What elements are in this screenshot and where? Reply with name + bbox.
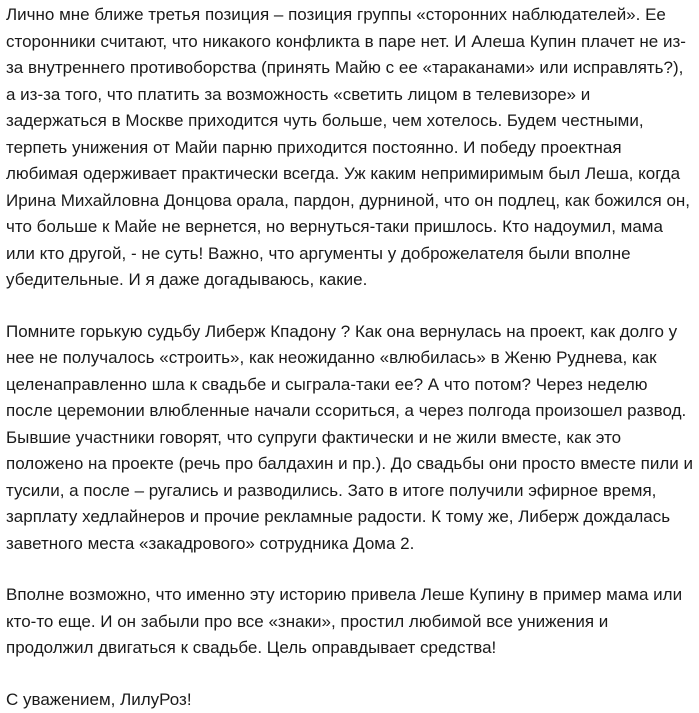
paragraph-conclusion: Вполне возможно, что именно эту историю привела Леше Купину в пример мама или кто-то еще. И он забыли про все «знаки», простил любимой все унижения и продолжил двигаться к свадьбе. Цель оправдывает средства! (6, 582, 693, 662)
signature: С уважением, ЛилуРоз! (6, 687, 693, 713)
paragraph-liberzh-story: Помните горькую судьбу Либерж Кпадону ? Как она вернулась на проект, как долго у нее не получалось «строить», как неожиданно «влюбилась» в Женю Руднева, как целенаправленно шла к свадьбе и сыграла-таки ее? А что потом? Через неделю после церемонии влюбленные начали ссориться, а через полгода произошел развод. Бывшие участники говорят, что супруги фактически и не жили вместе, как это положено на проекте (речь про балдахин и пр.). До свадьбы они просто вместе пили и тусили, а после – ругались и разводились. Зато в итоге получили эфирное время, зарплату хедлайнеров и прочие рекламные радости. К тому же, Либерж дождалась заветного места «закадрового» сотрудника Дома 2. (6, 319, 693, 558)
paragraph-opinion: Лично мне ближе третья позиция – позиция группы «сторонних наблюдателей». Ее сторонники считают, что никакого конфликта в паре нет. И Алеша Купин плачет не из-за внутреннего противоборства (принять Майю с ее «тараканами» или исправлять?), а из-за того, что платить за возможность «светить лицом в телевизоре» и задержаться в Москве приходится чуть больше, чем хотелось. Будем честными, терпеть унижения от Майи парню приходится постоянно. И победу проектная любимая одерживает практически всегда. Уж каким непримиримым был Леша, когда Ирина Михайловна Донцова орала, пардон, дурниной, что он подлец, как божился он, что больше к Майе не вернется, но вернуться-таки пришлось. Кто надоумил, мама или кто другой, - не суть! Важно, что аргументы у доброжелателя были вполне убедительные. И я даже догадываюсь, какие. (6, 2, 693, 294)
